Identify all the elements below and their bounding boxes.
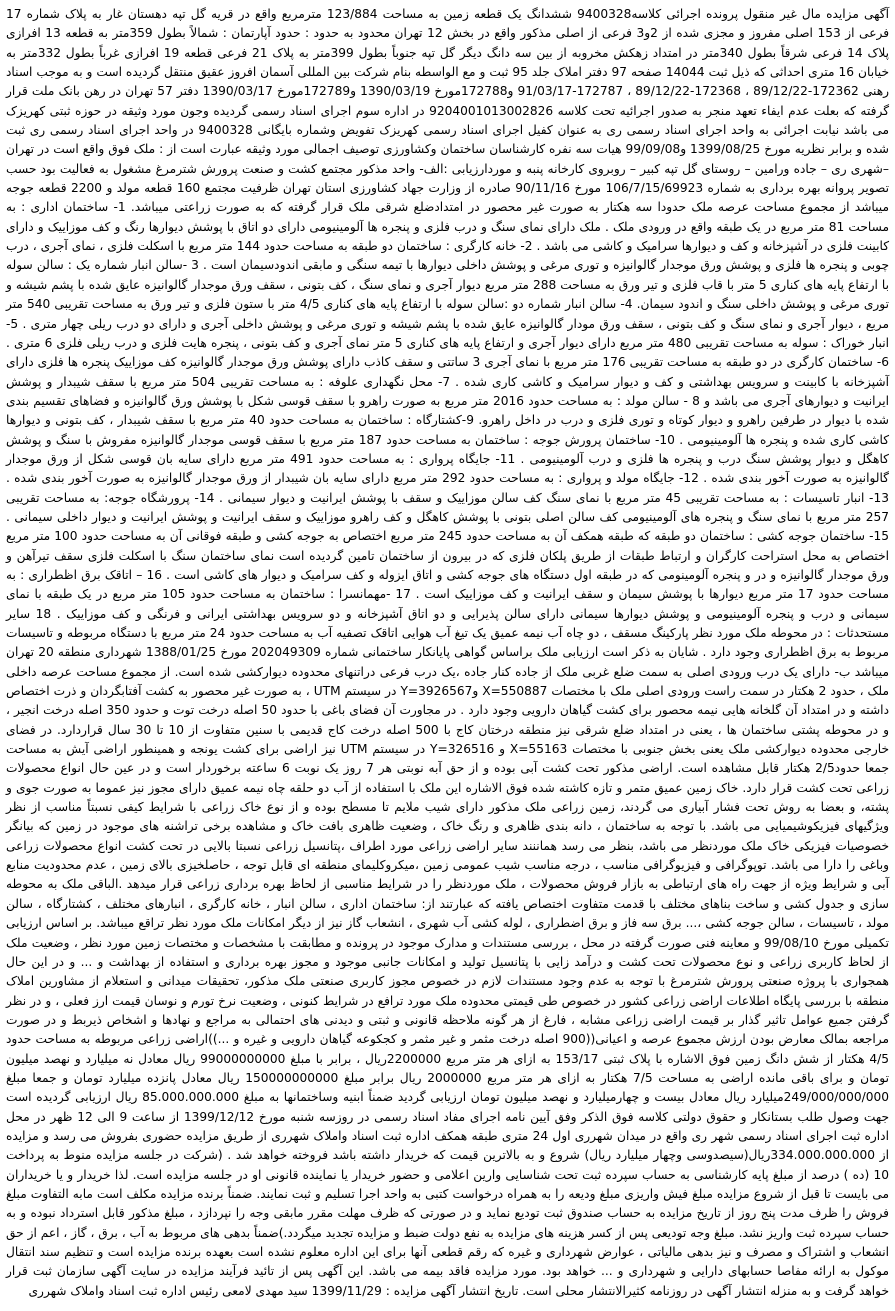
notice-body-text: آگهی مزایده مال غیر منقول پرونده اجرائی کلاسه9400328 ششدانگ یک قطعه زمین به مساحت 123/884 مترمربع واقع در قریه گل تپه دهستان غار به پلاک شماره 17 فرعی از 153 اصلی مفروز و مجزی شده از 2و3 فرعی از اصلی مذکور واقع در بخش 12 تهران محدود به حدود : حدود آپارتمان : شمالاً بطول 359متر به قطعه 13 افرازی پلاک 14 فرعی شرقاً بطول 340متر در امتداد زهکش مخروبه از بین سه دانگ دیگر گل تپه جنوباً بطول 399متر به پلاک 21 فرعی قطعه 19 افرازی غرباً بطول 332متر به خیابان 16 متری احداثی که ذیل ثبت 14044 صفحه 97 دفتر املاک جلد 95 ثبت و مع الواسطه بنام شرکت بین المللی آسمان افروز عقیق منتقل گردیده است و به موجب اسناد رهنی 172362-89/12/22 ، 172368-89/12/22 ، 172787-91/03/17 و172788مورخ 1390/03/19 و172789مورخ 1390/03/17 دفتر 57 تهران در رهن بانک ملت قرار گرفته که بعلت عدم ایفاء تعهد منجر به صدور اجرائیه تحت کلاسه 9204001013002826 در اداره سوم اجرای اسناد رسمی گردیده وجون مورد وثیقه در حوزه ثبتی کهریزک می باشد نیابت اجرائی به واحد اجرای اسناد رسمی ری به عنوان کفیل اجرای اسناد رسمی کهریزک تفویض وشماره بایگانی 9400328 در واحد اجرای اسناد رسمی ری ثبت شده و برابر نظریه مورخ 1399/08/25 و99/09/08 هیات سه نفره کارشناسان ساختمان وکشاورزی توصیف اجمالی مورد وثیقه عبارت است از : ملک فوق واقع است در تهران –شهری ری – جاده ورامین – روستای گل تپه کبیر – روبروی کارخانه پنبه و موردارزیابی :الف- واحد مذکور مجتمع کشت و صنعت پرورش شترمرغ مشغول به فعالیت بود حسب تصویر پروانه بهره برداری به شماره 106/7/15/69923 مورخ 90/11/16 صادره از وزارت جهاد کشاورزی استان تهران ظرفیت مجتمع 160 قطعه مولد و 2200 قطعه جوجه میباشد از مجموع مساحت عرصه ملک حدودا سه هکتار به صورت غیر محصور در امتدادضلع شرقی ملک قرار گرفته که به صورت زراعتی میباشد. 1- ساختمان اداری : به مساحت 81 متر مربع در یک طبقه واقع در ورودی ملک . ملک دارای نمای سنگ و درب فلزی و پنجره ها آلومینیومی دارای دو اتاق با پوشش دیوارها رنگ و کف موزاییک و دارای کابینت فلزی در آشپزخانه و کف و دیوارها سرامیک و کاشی می باشد . 2- خانه کارگری : ساختمان دو طبقه به مساحت حدود 144 متر مربع با اسکلت فلزی ، نمای آجری ، درب چوبی و پنجره ها فلزی و پوشش ورق موجدار گالوانیزه و توری مرغی و پوشش داخلی دیوارها با تیمه سنگی و مابقی اندودسیمان است . 3 -سالن انبار شماره یک : سالن سوله با ارتفاع پایه های کناری 5 متر با قاب فلزی و تیر ورق به مساحت 288 متر مربع دیوار آجری و نمای سنگ ، کف بتونی ، سقف ورق موجدار گالوانیزه عایق شده با پشم شیشه و توری مرغی و پوشش داخلی سنگ و اندود سیمان. 4- سالن انبار شماره دو :سالن سوله با ارتفاع پایه های کناری 4/5 متر با ستون فلزی و تیر ورق به مساحت تقریبی 540 متر مربع ، دیوار آجری و نمای سنگ و کف بتونی ، سقف ورق مودار گالوانیزه عایق شده با پشم شیشه و توری مرغی و پوشش داخلی آجری و دارای دو درب ریلی چهار متری . 5- انبار خوراک : سوله به مساحت تقریبی 480 متر مربع دارای دیوار آجری و ارتفاع پایه های کناری 5 متر نمای آجری و کف بتونی ، پنجره هایت فلزی و درب ریلی فلزی 6 متری . 6- ساختمان کارگری در دو طبقه به مساحت تقریبی 176 متر مربع با نمای آجری 3 ساتتی و سقف کاذب دارای پوشش ورق موجدار گالوانیزه کف موزاییک پنجره ها فلزی دارای آشپزخانه با کابینت و سرویس بهداشتی و کف و دیوار سرامیک و کاشی کاری شده . 7- محل نگهداری علوفه : به مساحت تقریبی 504 متر مربع با سقف شیبدار و پوشش ایرانیت و دیوارهای آجری می باشد و 8 - سالن مولد : به مساحت حدود 2016 متر مربع به صورت راهرو با سقف قوسی شکل با پوشش ورق گالوانیزه و فضاهای تقسیم بندی شده با دیوار در طرفین راهرو و دیوار کوتاه و توری فلزی و درب در داخل راهرو. 9-کشتارگاه : ساختمان به مساحت حدود 40 متر مربع با سقف شیبدار ، کف بتونی و دیوارها کاشی کاری شده و پنجره ها آلومینیومی . 10- ساختمان پرورش جوجه : ساختمان به مساحت حدود 187 متر مربع با سقف قوسی موجدار گالوانیزه مفروش با سنگ و پوشش کاهگل و دیوار پوشش سنگ درب و پنجره ها فلزی و درب آلومینیومی . 11- جایگاه پرواری : به مساحت حدود 491 متر مربع دارای سایه بان قوسی شکل از ورق موجدار گالوانیزه به صورت آخور بندی شده . 12- جایگاه مولد و پرواری : به مساحت حدود 292 متر مربع دارای سایه بان شیبدار از ورق موجدار گالوانیزه به صورت آخور بندی شده . 13- انبار تاسیسات : به مساحت تقریبی 45 متر مربع با نمای سنگ کف سالن موزاییک و سقف با پوشش ایرانیت و دیوار سیمانی . 14- پرورشگاه جوجه: به مساحت تقریبی 257 متر مربع با نمای سنگ و پنجره های آلومینیومی کف سالن اصلی بتونی با پوشش کاهگل و کف راهرو موزاییک و سقف ایرانیت و پوشش ایرانیت و دیوار داخلی سیمانی . 15- ساختمان جوجه کشی : ساختمان دو طبقه که طبقه همکف آن به مساحت حدود 245 متر مربع اختصاص به جوجه کشی و طبقه فوقانی آن به مساحت حدود 100 متر مربع اختصاص به محل استراحت کارگران و ارتباط طبقات از طریق پلکان فلزی که در بیرون از ساختمان تامین گردیده است نمای ساختمان سنگ با اسکلت فلزی سقف تیرآهن و ورق موجدار گالوانیزه و در و پنجره آلومینومی که در طبقه اول دستگاه های جوجه کشی و اتاق ایزوله و کف سرامیک و دیوار های کاشی است . 16 – اتاقک برق اظطراری : به مساحت حدود 17 متر مربع دیوارها با پوشش سیمان و سقف ایرانیت و کف موزاییک است . 17 -مهمانسرا : ساختمان به مساحت حدود 105 متر مربع در یک طبقه با نمای سیمانی و درب و پنجره آلومینیومی و پوشش دیوارها سیمانی دارای سالن پذیرایی و دو اتاق آشپزخانه و دو سرویس بهداشتی ایرانی و فرنگی و کف موزاییک . 18 سایر مستحدثات : در محوطه ملک مورد نظر پارکینگ مسقف ، دو چاه آب نیمه عمیق یک تیغ آب هوایی اتاقک تصفیه آب به مساحت حدود 24 متر مربع با دستگاه مربوطه و تاسیسات مربوط به برق اظطراری وجود دارد . شایان به ذکر است ارزیابی ملک براساس گواهی پایانکار ساختمانی شماره 202049309 مورخ 1388/01/25 شهرداری منطقه 20 تهران میباشد ب- دارای یک درب ورودی اصلی به سمت ضلع غربی ملک از جاده کنار جاده ،یک درب فرعی دراتنهای محدوده دیوارکشی شده است. از مجموع مساحت عرصه داخلی ملک ، حدود 2 هکتار در سمت راست ورودی اصلی ملک با مختصات X=550887 وY=3926567 در سیستم UTM ، به صورت غیر محصور به کشت آفتابگردان و ذرت اختصاص داشته و در امتداد آن گلخانه هایی نیمه محصور برای کشت گیاهان دارویی وجود دارد . در مجاورت آن فضای باغی با حدود 50 اصله درخت توت و حدود 350 اصله درخت انجیر ، و در محوطه پشتی ساختمان ها ، یعنی در امتداد ضلع شرقی نیز منطقه درختان کاج با 500 اصله درخت کاج قدیمی با سنین متفاوت از 10 تا 30 سال قراردارد. در فضای خارجی محدوده دیوارکشی ملک یعنی بخش جنوبی با مختصات X=55163 و Y=326516 در سیستم UTM نیز اراضی برای کشت یونجه و همینطور اراضی آیش به مساحت جمعا حدود2/5 هکتار قابل مشاهده است. اراضی مذکور تحت کشت آبی بوده و از حق آبه نوبتی هر 7 روز یک نوبت 6 ساعته برخوردار است و در عین حال انواع محصولات زراعی تحت کشت قرار دارد. خاک زمین عمیق متمر و تازه کاشته شده فوق الاشاره این ملک با استفاده از آب دو حلقه چاه نیمه عمیق دارای مجوز نیز عموما به صورت جوی و پشته، و بعضا به روش تحت فشار آبیاری می گردند، زمین زراعی ملک مذکور دارای شیب ملایم تا مسطح بوده و از نوع خاک زراعی با شرایط کیفی نسبتاً مناسب از نظر ویژگیهای فیزیکوشیمیایی می باشد. با توجه به ساختمان ، دانه بندی ظاهری و رنگ خاک ، وضعیت ظاهری بافت خاک و مشاهده برخی تراشنه های موجود در زمین که بیانگر خصوصیات فیزیکی خاک ملک موردنظر می باشد، بنظر می رسد هماننند سایر اراضی زراعی مورد اطراف ،پتانسیل زراعی نسبتا بالایی در تحت کشت انواع محصولات زراعی وباغی را دارا می باشد. توپوگرافی و فیزیوگرافی مناسب ، درجه مناسب شیب عمومی زمین ،میکروکلیمای منطقه ای قابل توجه ، حاصلخیزی بالای زمین ، عدم محدودیت منابع آبی و شرایط ویژه از جهت راه های ارتباطی به بازار فروش محصولات ، ملک موردنظر را در شرایط مناسبی از لحاظ بهره برداری زراعی قرار میدهد .الباقی ملک به محوطه سازی و جدول کشی و ساخت بناهای مختلف با قدمت متفاوت اختصاص یافته که عبارتند از: ساختمان اداری ، سالن انبار ، خانه کارگری ، انبارهای مختلف ، کشتارگاه ، سالن مولد ، تاسیسات ، سالن جوجه کشی ،... برق سه فاز و برق اضطراری ، لوله کشی آب شهری ، انشعاب گاز نیز از دیگر امکانات ملک مورد نظر تراقع میباشد. بر اساس ارزیابی تکمیلی مورخ 99/08/10 و معاینه فنی صورت گرفته در محل ، بررسی مستندات و مدارک موجود در پرونده و مطابقت با مشخصات و مختصات زمین مورد نظر ، وضعیت ملک از لحاظ کاربری زراعی و نوع محصولات تحت کشت و درآمد زایی با پتانسیل تولید و امکانات جانبی موجود و مجوز بهره برداری و استفاده از بهداشت و ... و در این حال همجواری با پروژه صنعتی پرورش شترمرغ با توجه به عدم وجود مستندات لازم در خصوص مجوز کاربری صنعتی ملک مذکور، تحقیقات میدانی و استعلام از مشاورین املاک منطقه با بررسی پایگاه اطلاعات اراضی زراعی کشور در خصوص طی قیمتی محدوده ملک مورد ترافع در شرایط کنونی ، وضعیت نرخ تورم و نوسان قیمت ارز فعلی ، و در نظر گرفتن جمیع عوامل تاثیر گذار بر قیمت اراضی زراعی مشابه ، فارغ از هر گونه ملاحظه قانونی و ثبتی و دیدنی های احتمالی به مراجع و نهادها و اشخاص ذیربط و در صورت مراجعه بمالک معارض بودن ارزش مجموع عرصه و اعیانی((900 اصله درخت مثمر و غیر مثمر و کجکوعه گیاهان دارویی و غیره و ...))اراضی زراعی مربوطه به مساحت حدود 4/5 هکتار از شش دانگ زمین فوق الاشاره با پلاک ثبتی 153/17 به ازای هر متر مربع 2200000ریال ، برابر با مبلغ 99000000000 ریال معادل نه میلیارد و نهصد میلیون تومان و برای باقی مانده اراضی به مساحت 7/5 هکتار به ازای هر متر مربع 2000000 ریال برابر مبلغ 150000000000 ریال معادل پانزده میلیارد تومان و جمعا مبلغ 249/000/000/000میلیارد ریال معادل بیست و چهارمیلیارد و نهصد میلیون تومان ارزیابی گردید ضمناً ابنیه وساختمانها به مبلغ 85.000.000.000 ریال ارزیابی گردیده است جهت وصول طلب بستانکار و حقوق دولتی کلاسه فوق الذکر وفق آیین نامه اجرای مفاد اسناد رسمی در روزسه شنبه مورخ 1399/12/12 از ساعت 9 الی 12 ظهر در محل اداره ثبت اجرای اسناد رسمی شهر ری واقع در میدان شهرری اول 24 متری طبقه همکف اداره ثبت اسناد واملاک شهرری از طریق مزایده حضوری بفروش می رسد و مزایده از 334.000.000.000ریال(سیصدوسی وچهار میلیارد ریال) شروع و به بالاترین قیمت که خریدار داشته باشد فروخته خواهد شد . (شرکت در جلسه مزایده منوط به پرداخت 10 (ده ) درصد از مبلغ پایه کارشناسی به حساب سپرده ثبت تحت شناسایی وارین اعلامی و حضور خریدار یا نماینده قانونی او در جلسه مزایده است. لذا خریدار و یا خریداران می بایست تا قبل از شروع مزایده مبلغ فیش واریزی مبلغ ودیعه را به همراه درخواست کتبی به واحد اجرا تسلیم و ثبت نمایند. ضمناً برنده مزایده مکلف است مابه التفاوت مبلغ فروش را ظرف مدت پنج روز از تاریخ مزایده به حساب صندوق ثبت تودیع نماید و در صورتی که ظرف مهلت مقرر مابقی وجه را نپردازد ، مبلغ مذکور قابل استرداد نبوده و به حساب سپرده ثبت واریز نشد. مبلغ وجه تودیعی پس از کسر هزینه های مزایده به نفع دولت ضبط و مزایده تجدید میگردد.)ضمناً بدهی های مربوط به آب ، برق ، گاز ، اعم از حق انشعاب و اشتراک و مصرف و نیز بدهی مالیاتی ، عوارض شهرداری و غیره که رقم قطعی آنها برای این اداره معلوم نشده است بعهده برنده مزایده است و تنظیم سند انتقال موکول به ارائه مفاصا حسابهای دارایی و شهرداری و ... خواهد بود. مورد مزایده فاقد بیمه می باشد. این آگهی پس از تائید فرآیند مزایده در سایت آگهی سازمان ثبت قرار خواهد گرفت و به منزله انتشار آگهی در روزنامه کثیرالانتشار محلی است. تاریخ انتشار آگهی مزایده : 1399/11/29 سید مهدی لامعی رئیس اداره ثبت اسناد واملاک شهرری <box>6 7 890 1298</box>
